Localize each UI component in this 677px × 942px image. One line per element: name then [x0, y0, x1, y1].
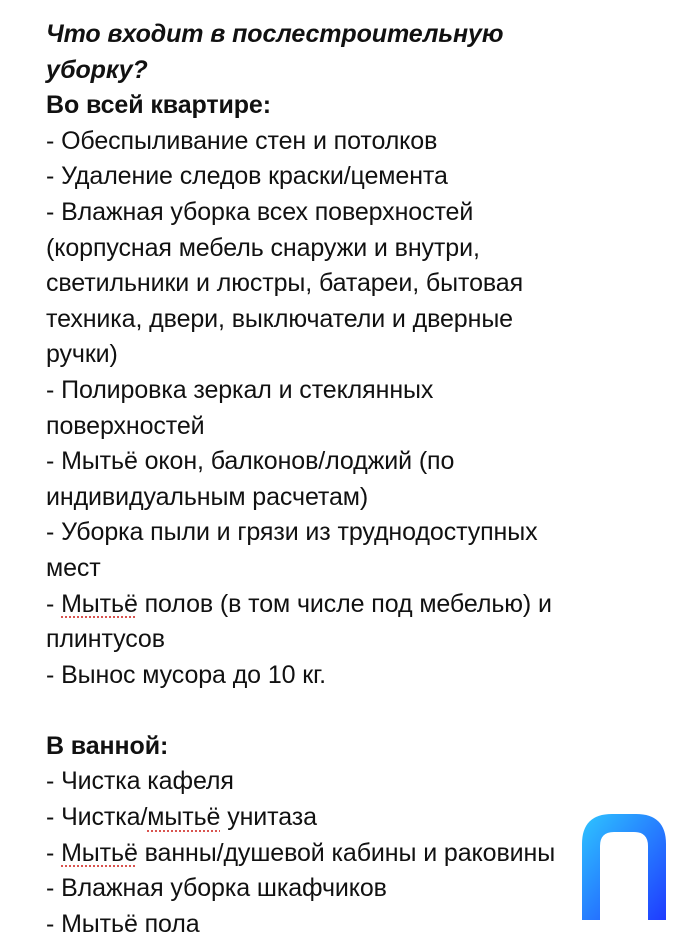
list-item-bath: [46, 836, 666, 872]
section-title-apartment: Во всей квартире:: [46, 91, 271, 120]
list-item: - Вынос мусора до 10 кг.: [46, 660, 326, 689]
list-item-continuation: техника, двери, выключатели и дверные: [46, 304, 513, 333]
list-text: унитаза: [220, 803, 317, 832]
list-item: - Чистка кафеля: [46, 767, 234, 796]
heading-line-1: Что входит в послестроительную: [46, 20, 504, 48]
brand-logo-icon: [578, 810, 670, 920]
list-prefix: -: [46, 838, 62, 867]
list-item-continuation: мест: [46, 553, 101, 582]
list-item: - Уборка пыли и грязи из труднодоступных: [46, 518, 538, 547]
heading-line-2: уборку?: [46, 55, 148, 84]
section-title-bathroom: В ванной:: [46, 731, 169, 760]
list-item-continuation: ручки): [46, 340, 118, 369]
list-item-toilet: [46, 800, 666, 836]
list-item-continuation: индивидуальным расчетам): [46, 482, 369, 511]
list-item-continuation: плинтусов: [46, 625, 165, 654]
list-item-floors: [46, 587, 666, 623]
list-item-partial: - Мытьё пола: [46, 909, 200, 938]
list-text: полов (в том числе под мебелью) и: [137, 589, 552, 618]
spellcheck-word[interactable]: Мытьё: [61, 589, 138, 618]
list-item-continuation: поверхностей: [46, 411, 205, 440]
list-item-continuation: светильники и люстры, батареи, бытовая: [46, 269, 524, 298]
spellcheck-word[interactable]: Мытьё: [61, 838, 138, 867]
list-prefix: - Чистка/: [46, 803, 148, 832]
list-item: - Мытьё окон, балконов/лоджий (по: [46, 447, 455, 476]
list-item: - Влажная уборка шкафчиков: [46, 874, 387, 903]
list-item: - Полировка зеркал и стеклянных: [46, 375, 434, 404]
document-text: [46, 17, 666, 942]
list-item-continuation: (корпусная мебель снаружи и внутри,: [46, 233, 480, 262]
list-item: - Удаление следов краски/цемента: [46, 162, 448, 191]
spellcheck-word[interactable]: мытьё: [147, 803, 221, 832]
list-text: ванны/душевой кабины и раковины: [137, 838, 556, 867]
list-prefix: -: [46, 589, 62, 618]
blank-line: [46, 693, 666, 729]
list-item: - Влажная уборка всех поверхностей: [46, 197, 474, 226]
list-item: - Обеспыливание стен и потолков: [46, 126, 438, 155]
